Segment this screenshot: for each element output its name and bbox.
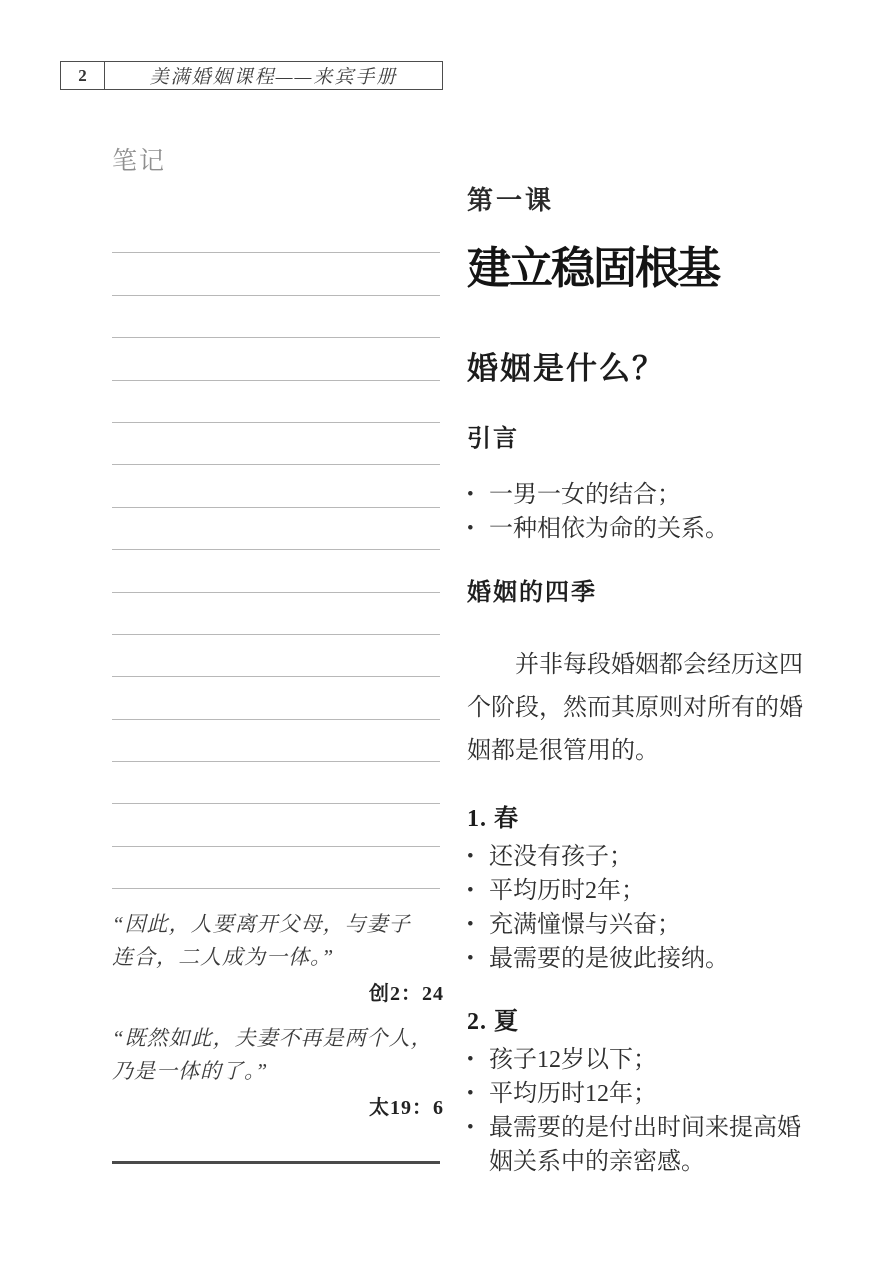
bullet-text: 平均历时12年； <box>489 1081 657 1107</box>
intro-heading: 引言 <box>467 425 519 452</box>
bullet-item <box>467 512 823 546</box>
bullet-text: 平均历时2年； <box>489 878 645 904</box>
bullet-icon: • <box>467 914 474 935</box>
season-item <box>467 804 823 976</box>
ruled-line <box>112 253 440 295</box>
ruled-line <box>112 804 440 846</box>
bullet-icon: • <box>467 948 474 969</box>
scripture-text <box>112 908 444 974</box>
bullet-item <box>467 478 823 512</box>
bullet-item <box>467 1043 823 1077</box>
bullet-item <box>467 840 823 874</box>
scripture-quote <box>112 1022 444 1120</box>
scripture-line: “既然如此，夫妻不再是两个人， <box>112 1026 433 1050</box>
bullet-text: 最需要的是彼此接纳。 <box>489 946 729 972</box>
ruled-line <box>112 720 440 762</box>
bullet-item <box>467 1111 823 1179</box>
lesson-title: 建立稳固根基 <box>467 244 719 293</box>
ruled-line <box>112 508 440 550</box>
bullet-icon: • <box>467 846 474 867</box>
ruled-line <box>112 762 440 804</box>
notes-ruled-lines <box>112 211 440 889</box>
scripture-text <box>112 1022 444 1088</box>
scripture-quote <box>112 908 444 1006</box>
season-name: 夏 <box>494 1009 519 1035</box>
scripture-line: 乃是一体的了。” <box>112 1059 269 1083</box>
ruled-line <box>112 423 440 465</box>
ruled-line <box>112 381 440 423</box>
lesson-number: 第一课 <box>467 185 555 215</box>
scripture-reference: 太19：6 <box>369 1097 444 1119</box>
scripture-line: “因此，人要离开父母，与妻子 <box>112 912 411 936</box>
season-name: 春 <box>494 806 519 832</box>
bullet-icon: • <box>467 518 474 539</box>
bullet-text: 最需要的是付出时间来提高婚姻关系中的亲密感。 <box>489 1115 801 1175</box>
intro-bullet-list <box>467 478 823 546</box>
season-list <box>467 804 823 1179</box>
season-item <box>467 1007 823 1179</box>
section-title: 婚姻是什么？ <box>467 351 665 386</box>
ruled-line <box>112 296 440 338</box>
ruled-line <box>112 847 440 889</box>
ruled-line <box>112 677 440 719</box>
bullet-text: 还没有孩子； <box>489 844 633 870</box>
scripture-reference: 创2：24 <box>369 983 444 1005</box>
left-column-bottom-rule <box>112 1161 440 1164</box>
page-header <box>60 61 443 90</box>
season-number: 2. <box>467 1009 487 1035</box>
ruled-line <box>112 593 440 635</box>
scripture-line: 连合，二人成为一体。” <box>112 945 335 969</box>
page-number: 2 <box>61 62 105 89</box>
seasons-paragraph: 并非每段婚姻都会经历这四个阶段，然而其原则对所有的婚姻都是很管用的。 <box>467 652 803 764</box>
ruled-line <box>112 550 440 592</box>
bullet-text: 孩子12岁以下； <box>489 1047 657 1073</box>
bullet-text: 一男一女的结合； <box>489 482 681 508</box>
ruled-line <box>112 211 440 253</box>
ruled-line <box>112 635 440 677</box>
bullet-item <box>467 942 823 976</box>
ruled-line <box>112 465 440 507</box>
bullet-text: 一种相依为命的关系。 <box>489 516 729 542</box>
bullet-icon: • <box>467 1083 474 1104</box>
season-heading <box>467 804 823 834</box>
scripture-quotes <box>112 908 444 1136</box>
seasons-heading: 婚姻的四季 <box>467 579 597 606</box>
bullet-text: 充满憧憬与兴奋； <box>489 912 681 938</box>
lesson-content <box>467 183 823 1179</box>
bullet-icon: • <box>467 880 474 901</box>
bullet-icon: • <box>467 1117 474 1138</box>
bullet-icon: • <box>467 484 474 505</box>
header-title: 美满婚姻课程——来宾手册 <box>149 67 398 88</box>
season-bullet-list <box>467 840 823 976</box>
bullet-item <box>467 874 823 908</box>
bullet-icon: • <box>467 1049 474 1070</box>
season-heading <box>467 1007 823 1037</box>
bullet-item <box>467 908 823 942</box>
bullet-item <box>467 1077 823 1111</box>
season-bullet-list <box>467 1043 823 1179</box>
ruled-line <box>112 338 440 380</box>
season-number: 1. <box>467 806 487 832</box>
notes-label: 笔记 <box>112 147 167 175</box>
